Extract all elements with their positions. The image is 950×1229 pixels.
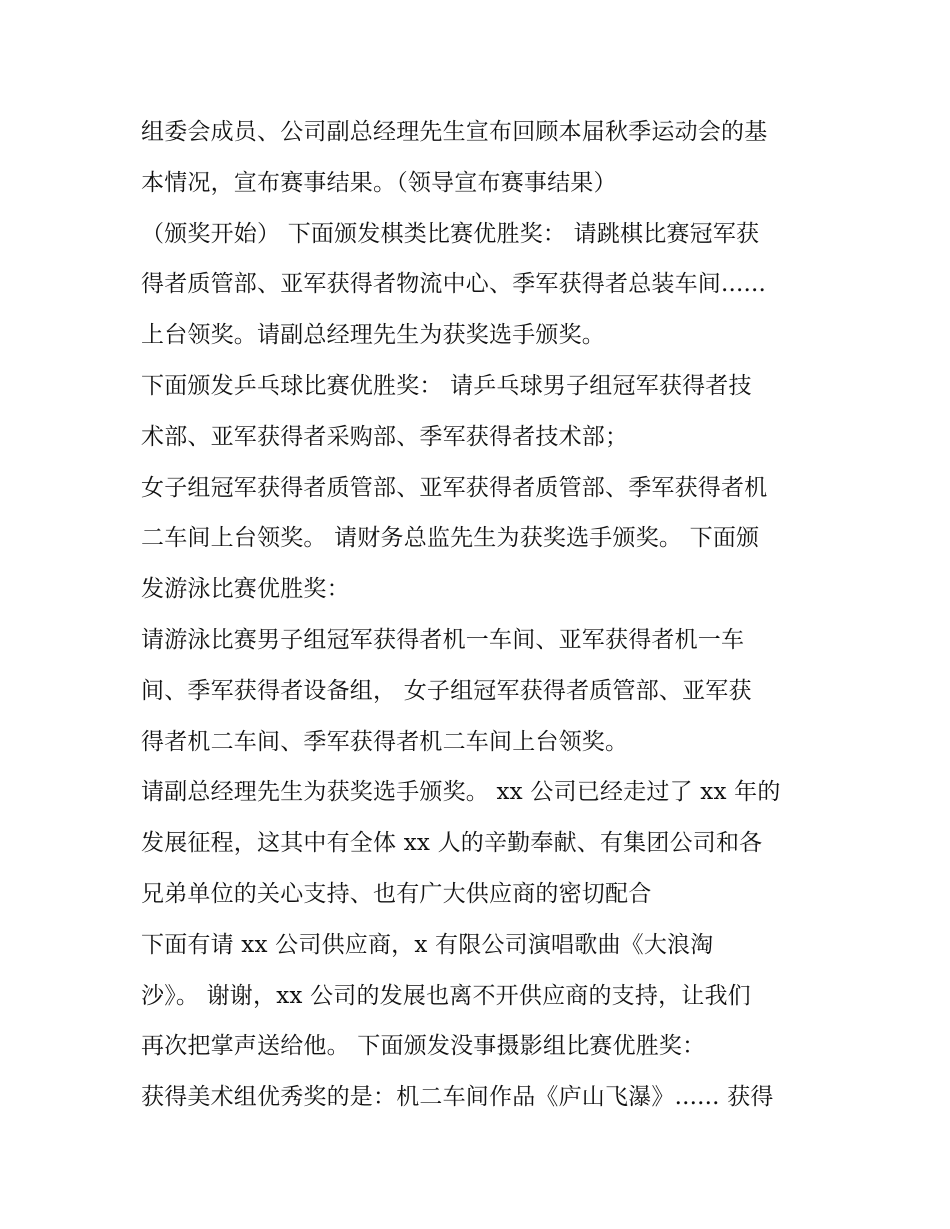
text-line: 组委会成员、公司副总经理先生宣布回顾本届秋季运动会的基 [141,119,768,145]
text-line: 下面颁发乒乓球比赛优胜奖： 请乒乓球男子组冠军获得者技 [141,372,752,399]
text-line: 沙》。 谢谢，xx 公司的发展也离不开供应商的支持，让我们 [141,982,751,1009]
text-line: 获得美术组优秀奖的是：机二车间作品《庐山飞瀑》...... 获得 [141,1084,774,1111]
text-line: 上台领奖。请副总经理先生为获奖选手颁奖。 [141,322,605,349]
text-line: 得者机二车间、季军获得者机二车间上台领奖。 [141,728,629,755]
text-line: 发游泳比赛优胜奖： [141,576,350,603]
text-line: 再次把掌声送给他。 下面颁发没事摄影组比赛优胜奖： [141,1033,706,1060]
text-line: 女子组冠军获得者质管部、亚军获得者质管部、季军获得者机 [141,474,768,501]
text-line: 得者质管部、亚军获得者物流中心、季军获得者总装车间...... [141,271,767,298]
text-line: 请游泳比赛男子组冠军获得者机一车间、亚军获得者机一车 [141,626,745,653]
document-body [141,107,821,1123]
text-line: 发展征程，这其中有全体 xx 人的辛勤奉献、有集团公司和各 [141,830,763,857]
text-line: 兄弟单位的关心支持、也有广大供应商的密切配合 [141,880,652,907]
text-line: 本情况，宣布赛事结果。（领导宣布赛事结果） [141,169,617,196]
text-line: 请副总经理先生为获奖选手颁奖。 xx 公司已经走过了 xx 年的 [141,779,781,806]
text-line: 下面有请 xx 公司供应商，x 有限公司演唱歌曲《大浪淘 [141,931,714,958]
text-line: 间、季军获得者设备组， 女子组冠军获得者质管部、亚军获 [141,677,752,704]
text-line: （颁奖开始） 下面颁发棋类比赛优胜奖： 请跳棋比赛冠军获 [141,220,760,247]
text-line: 二车间上台领奖。 请财务总监先生为获奖选手颁奖。 下面颁 [141,525,760,552]
text-line: 术部、亚军获得者采购部、季军获得者技术部； [141,423,629,450]
